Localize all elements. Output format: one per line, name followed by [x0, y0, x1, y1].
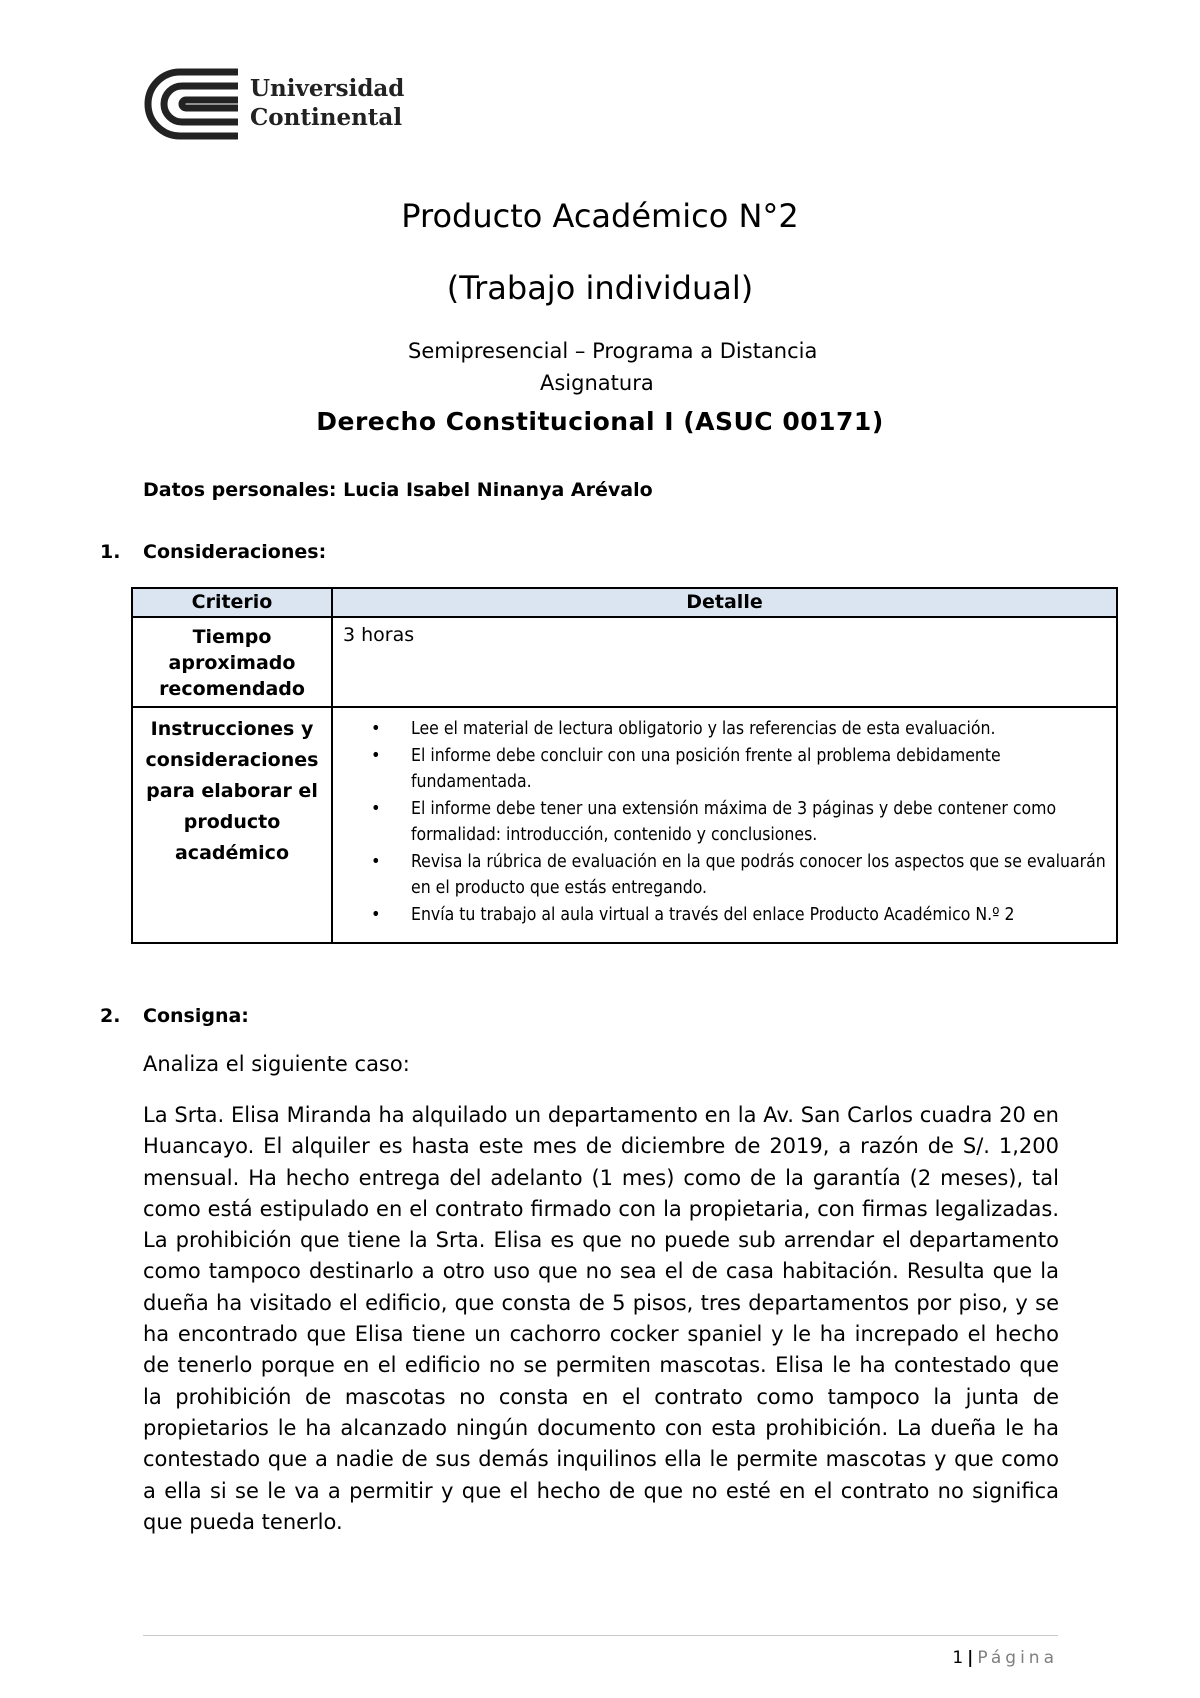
footer-separator: |: [967, 1648, 974, 1668]
list-item: • El informe debe concluir con una posición frente al problema debidamente fundamentada.: [411, 743, 1106, 796]
list-item: • El informe debe tener una extensión máxima de 3 páginas y debe contener como formalidad: introducción, contenido y conclusiones.: [411, 796, 1106, 849]
detalle-cell: [332, 707, 1117, 943]
case-paragraph: La Srta. Elisa Miranda ha alquilado un departamento en la Av. San Carlos cuadra 20 en Huancayo. El alquiler es hasta este mes de diciembre de 2019, a razón de S/. 1,200 mensual. Ha hecho entrega del adelanto (1 mes) como de la garantía (2 meses), tal como está estipulado en el contrato firmado con la propietaria, con firmas legalizadas. La prohibición que tiene la Srta. Elisa es que no puede sub arrendar el departamento como tampoco destinarlo a otro uso que no sea el de casa habitación. Resulta que la dueña ha visitado el edificio, que consta de 5 pisos, tres departamentos por piso, y se ha encontrado que Elisa tiene un cachorro cocker spaniel y le ha increpado el hecho de tenerlo porque en el edificio no se permiten mascotas. Elisa le ha contestado que la prohibición de mascotas no consta en el contrato como tampoco la junta de propietarios le ha alcanzado ningún documento con esta prohibición. La dueña le ha contestado que a nadie de sus demás inquilinos ella le permite mascotas y que como a ella si se le va a permitir y que el hecho de que no esté en el contrato no significa que pueda tenerlo.: [143, 1103, 1059, 1534]
footer-divider: [143, 1635, 1058, 1636]
header-detalle: Detalle: [332, 588, 1117, 617]
subject-label: Asignatura: [540, 371, 654, 395]
section-1-number: 1.: [100, 541, 121, 563]
table-row: [132, 707, 1117, 943]
case-intro: Analiza el siguiente caso:: [143, 1052, 410, 1076]
logo-line-2: Continental: [250, 104, 403, 131]
table-header-row: [132, 588, 1117, 617]
section-2-title: Consigna:: [143, 1005, 249, 1027]
page-word: Página: [977, 1648, 1058, 1668]
list-item: • Envía tu trabajo al aula virtual a través del enlace Producto Académico N.º 2: [411, 902, 1106, 929]
university-logo-text: [250, 74, 450, 132]
criterio-cell: Tiempo aproximado recomendado: [132, 617, 332, 707]
detalle-cell: 3 horas: [332, 617, 1117, 707]
modality-text: Semipresencial – Programa a Distancia: [408, 339, 818, 363]
header-criterio: Criterio: [132, 588, 332, 617]
document-title: Producto Académico N°2: [401, 197, 799, 235]
university-c-logo-icon: [142, 68, 242, 140]
personal-data: Datos personales: Lucia Isabel Ninanya Arévalo: [143, 479, 653, 501]
table-row: [132, 617, 1117, 707]
course-title: Derecho Constitucional I (ASUC 00171): [316, 407, 884, 436]
page-number: 1: [952, 1648, 964, 1668]
page-footer: [900, 1646, 1058, 1670]
list-item: • Revisa la rúbrica de evaluación en la que podrás conocer los aspectos que se evaluarán en el producto que estás entregando.: [411, 849, 1106, 902]
criterio-cell: Instrucciones y consideraciones para elaborar el producto académico: [132, 707, 332, 943]
section-2-number: 2.: [100, 1005, 121, 1027]
document-subtitle: (Trabajo individual): [446, 269, 754, 307]
logo-line-1: Universidad: [250, 75, 405, 102]
section-1-title: Consideraciones:: [143, 541, 327, 563]
list-item: • Lee el material de lectura obligatorio y las referencias de esta evaluación.: [411, 716, 1106, 743]
instructions-list: [333, 716, 1116, 928]
considerations-table: [131, 587, 1118, 944]
